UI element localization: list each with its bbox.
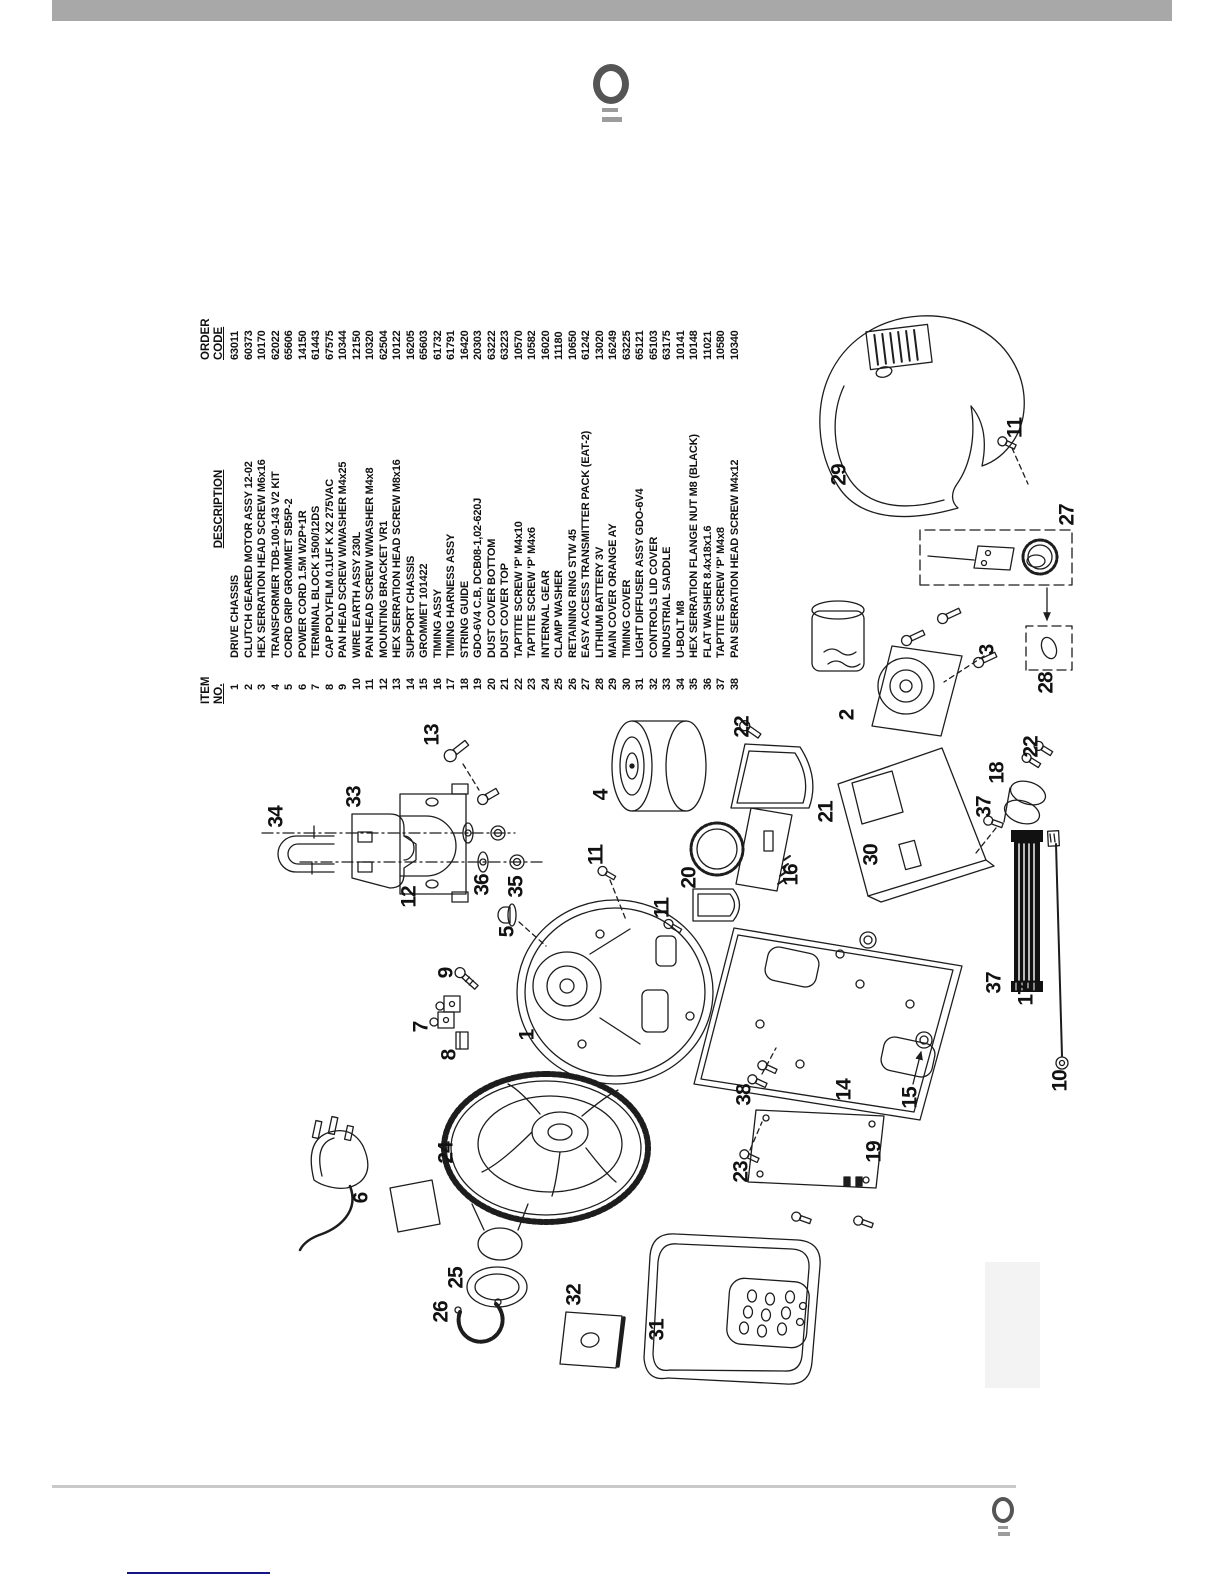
callout-number: 9	[434, 967, 458, 979]
part-order-code: 13020	[593, 330, 606, 360]
table-row	[580, 300, 594, 704]
part-order-code: 14150	[296, 330, 309, 360]
part-item-no: 25	[553, 678, 565, 690]
callout-number: 11	[650, 897, 674, 919]
part-description: STRING GUIDE	[458, 580, 471, 658]
table-row	[391, 300, 405, 704]
part-item-no: 6	[296, 684, 309, 690]
part-description: U-BOLT M8	[674, 600, 687, 658]
dust-cover-bottom-20	[693, 889, 740, 921]
part-order-code: 10570	[512, 330, 525, 360]
part-order-code: 10320	[364, 330, 376, 360]
screws-38-23	[738, 1048, 777, 1165]
part-order-code: 63175	[661, 330, 673, 360]
dust-cover-top-21	[731, 744, 813, 808]
callout-number: 31	[645, 1319, 669, 1341]
part-description: TERMINAL BLOCK 1500/12DS	[310, 505, 322, 658]
header-order-code: ORDER CODE	[200, 318, 225, 360]
callout-number: 22	[1019, 736, 1043, 758]
part-order-code: 16420	[458, 330, 471, 360]
part-item-no: 9	[337, 684, 349, 690]
part-order-code: 63223	[499, 330, 511, 360]
logo-dash-icon	[998, 1532, 1010, 1536]
part-item-no: 35	[688, 678, 700, 690]
part-item-no: 2	[242, 684, 255, 690]
part-item-no: 11	[364, 678, 376, 690]
table-row	[364, 300, 378, 704]
part-order-code: 60373	[242, 330, 255, 360]
control-board-19	[748, 1110, 884, 1230]
header-item-no: ITEM NO.	[200, 676, 225, 704]
cord-grip-grommet-5	[495, 904, 546, 946]
part-item-no: 32	[647, 678, 660, 690]
part-description: CLUTCH GEARED MOTOR ASSY 12-02	[242, 461, 255, 658]
callout-number: 37	[972, 796, 996, 818]
callout-number: 29	[827, 464, 851, 486]
callout-number: 25	[444, 1267, 468, 1289]
callout-number: 1	[515, 1029, 539, 1041]
drive-chassis-1	[517, 897, 713, 1084]
part-item-no: 3	[256, 684, 268, 690]
table-row	[702, 300, 716, 704]
table-row	[634, 300, 648, 704]
footer-brand-logo-icon	[992, 1497, 1018, 1541]
table-row	[661, 300, 675, 704]
table-row	[486, 300, 500, 704]
table-row	[283, 300, 297, 704]
part-order-code: 16205	[404, 330, 417, 360]
part-description: TAPTITE SCREW 'P' M4x10	[512, 521, 525, 658]
part-description: GDO-6V4 C.B, DCB08-1,02-620J	[472, 497, 484, 658]
part-item-no: 16	[431, 678, 444, 690]
parts-table-body	[229, 300, 742, 704]
part-item-no: 28	[593, 678, 606, 690]
table-row	[405, 300, 419, 704]
timing-cover-30	[838, 748, 994, 902]
callout-number: 14	[832, 1079, 856, 1101]
part-description: LIGHT DIFFUSER ASSY GDO-6V4	[634, 488, 646, 658]
table-row	[229, 300, 243, 704]
table-row	[432, 300, 446, 704]
callout-number: 5	[495, 926, 519, 938]
part-item-no: 17	[445, 678, 457, 690]
part-item-no: 26	[566, 678, 579, 690]
part-description: POWER CORD 1.5M W2P+1R	[296, 510, 309, 658]
lithium-battery-28	[1026, 626, 1072, 670]
part-order-code: 61732	[431, 330, 444, 360]
callout-number: 36	[470, 874, 494, 896]
callout-number: 6	[349, 1192, 373, 1204]
callout-number: 17	[1014, 984, 1038, 1006]
part-item-no: 38	[728, 678, 741, 690]
part-item-no: 4	[269, 684, 282, 690]
part-item-no: 31	[634, 678, 646, 690]
callout-number: 26	[429, 1301, 453, 1323]
part-description: TRANSFORMER TDB-100-143 V2 KIT	[269, 471, 282, 658]
part-description: MOUNTING BRACKET VR1	[377, 520, 390, 658]
callout-number: 28	[1034, 672, 1058, 694]
part-order-code: 62504	[377, 330, 390, 360]
terminal-block-7	[430, 996, 460, 1028]
part-description: PAN SERRATION HEAD SCREW M4x12	[728, 459, 741, 658]
table-row	[270, 300, 284, 704]
part-order-code: 67575	[323, 330, 336, 360]
part-item-no: 1	[229, 684, 241, 690]
earth-wire-10	[1048, 831, 1068, 1069]
callout-number: 23	[729, 1161, 753, 1183]
callout-number: 10	[1048, 1070, 1072, 1092]
mounting-bracket-12	[400, 784, 468, 902]
table-row	[459, 300, 473, 704]
callout-number: 35	[504, 876, 528, 898]
logo-ring-icon	[992, 1497, 1014, 1523]
power-cord-6	[300, 1117, 368, 1250]
part-description: CONTROLS LID COVER	[647, 536, 660, 658]
part-order-code: 11180	[553, 331, 565, 360]
washers-and-nuts-35-36	[463, 787, 524, 872]
part-order-code: 16249	[607, 330, 619, 360]
part-item-no: 14	[404, 678, 417, 690]
retaining-ring-26	[455, 1299, 503, 1342]
part-order-code: 10582	[526, 330, 538, 360]
part-description: LITHIUM BATTERY 3V	[593, 546, 606, 658]
part-order-code: 65603	[418, 330, 430, 360]
callout-number: 34	[264, 806, 288, 828]
part-order-code: 65103	[647, 330, 660, 360]
callout-number: 33	[342, 786, 366, 808]
part-order-code: 10340	[728, 330, 741, 360]
callout-number: 2	[835, 709, 859, 721]
callout-number: 15	[898, 1087, 922, 1109]
part-item-no: 7	[310, 684, 322, 690]
table-row	[445, 300, 459, 704]
parts-table	[200, 300, 742, 704]
part-item-no: 23	[526, 678, 538, 690]
callout-number: 8	[437, 1049, 461, 1061]
part-item-no: 27	[580, 678, 592, 690]
part-order-code: 10148	[688, 330, 700, 360]
callout-number: 27	[1055, 504, 1079, 526]
part-description: HEX SERRATION HEAD SCREW M8x16	[391, 459, 403, 658]
parts-table-header	[200, 300, 225, 704]
part-order-code: 12150	[350, 330, 363, 360]
part-description: HEX SERRATION FLANGE NUT M8 (BLACK)	[688, 434, 700, 658]
table-row	[297, 300, 311, 704]
table-row	[553, 300, 567, 704]
part-description: DRIVE CHASSIS	[229, 575, 241, 658]
part-item-no: 13	[391, 678, 403, 690]
part-item-no: 18	[458, 678, 471, 690]
part-description: CLAMP WASHER	[553, 570, 565, 658]
table-row	[594, 300, 608, 704]
part-item-no: 22	[512, 678, 525, 690]
callout-number: 16	[779, 864, 803, 886]
part-description: FLAT WASHER 8.4x18x1.6	[701, 525, 714, 658]
part-item-no: 24	[539, 678, 552, 690]
callout-number: 22	[730, 716, 754, 738]
part-order-code: 61791	[445, 330, 457, 360]
timing-harness-17	[1011, 830, 1043, 992]
part-item-no: 20	[485, 678, 498, 690]
callout-number: 24	[434, 1142, 458, 1164]
part-order-code: 11021	[701, 331, 714, 360]
part-item-no: 37	[715, 678, 727, 690]
part-description: DUST COVER TOP	[499, 563, 511, 658]
table-row	[256, 300, 270, 704]
table-row	[715, 300, 729, 704]
cap-polyfilm-8	[456, 1032, 468, 1049]
logo-dash-icon	[998, 1526, 1008, 1529]
part-description: PAN HEAD SCREW W/WASHER M4x8	[364, 467, 376, 658]
part-item-no: 30	[620, 678, 633, 690]
part-order-code: 63011	[229, 331, 241, 360]
part-description: MAIN COVER ORANGE AY	[607, 523, 619, 658]
table-row	[324, 300, 338, 704]
part-description: CAP POLYFILM 0.1UF K X2 275VAC	[323, 478, 336, 658]
part-description: INDUSTRIAL SADDLE	[661, 546, 673, 658]
part-order-code: 65606	[283, 330, 295, 360]
callout-number: 21	[814, 801, 838, 823]
table-row	[513, 300, 527, 704]
part-description: HEX SERRATION HEAD SCREW M6x16	[256, 459, 268, 658]
callout-number: 37	[982, 972, 1006, 994]
part-description: INTERNAL GEAR	[539, 570, 552, 658]
part-order-code: 10650	[566, 330, 579, 360]
table-row	[540, 300, 554, 704]
table-row	[648, 300, 662, 704]
table-row	[337, 300, 351, 704]
callout-number: 38	[732, 1084, 756, 1106]
footer-link-underline[interactable]	[127, 1572, 270, 1574]
part-item-no: 8	[323, 684, 336, 690]
part-description: EASY ACCESS TRANSMITTER PACK (EAT-2)	[580, 430, 592, 658]
part-description: TIMING ASSY	[431, 589, 444, 658]
table-row	[243, 300, 257, 704]
part-description: DUST COVER BOTTOM	[485, 538, 498, 658]
light-diffuser-31	[644, 1234, 820, 1384]
callout-number: 3	[975, 644, 999, 656]
callout-number: 20	[677, 867, 701, 889]
table-row	[310, 300, 324, 704]
bolt-13	[442, 738, 479, 790]
internal-gear-24	[390, 1074, 648, 1260]
table-row	[675, 300, 689, 704]
callout-number: 11	[584, 844, 608, 866]
part-description: SUPPORT CHASSIS	[404, 555, 417, 658]
part-order-code: 10122	[391, 330, 403, 360]
part-description: CORD GRIP GROMMET SB5P-2	[283, 498, 295, 658]
part-item-no: 12	[377, 678, 390, 690]
main-cover-29	[820, 316, 1028, 517]
part-description: RETAINING RING STW 45	[566, 529, 579, 658]
part-order-code: 16020	[539, 330, 552, 360]
table-row	[472, 300, 486, 704]
transformer-4	[612, 721, 706, 811]
part-description: PAN HEAD SCREW W/WASHER M4x25	[337, 461, 349, 658]
part-order-code: 63222	[485, 330, 498, 360]
table-row	[351, 300, 365, 704]
string-guide-18	[1001, 777, 1048, 828]
footer-rule	[52, 1485, 1016, 1488]
part-description: WIRE EARTH ASSY 230L	[350, 531, 363, 658]
callout-number: 13	[420, 724, 444, 746]
callout-number: 30	[859, 844, 883, 866]
part-description: TAPTITE SCREW 'P' M4x6	[526, 527, 538, 658]
part-order-code: 10141	[674, 330, 687, 360]
part-order-code: 10580	[715, 330, 727, 360]
controls-lid-32	[560, 1312, 624, 1368]
part-description: TIMING HARNESS ASSY	[445, 533, 457, 658]
part-order-code: 63225	[620, 330, 633, 360]
part-order-code: 62022	[269, 330, 282, 360]
part-order-code: 10170	[256, 330, 268, 360]
table-row	[418, 300, 432, 704]
header-description: DESCRIPTION	[212, 469, 225, 549]
callout-number: 11	[1003, 417, 1027, 439]
table-row	[526, 300, 540, 704]
part-order-code: 61443	[310, 330, 322, 360]
callout-number: 12	[397, 886, 421, 908]
table-row	[499, 300, 513, 704]
part-item-no: 10	[350, 678, 363, 690]
callout-number: 4	[589, 789, 613, 801]
part-order-code: 20303	[472, 330, 484, 360]
part-order-code: 10344	[337, 330, 349, 360]
part-item-no: 33	[661, 678, 673, 690]
table-row	[607, 300, 621, 704]
part-description: TAPTITE SCREW 'P' M4x8	[715, 527, 727, 658]
timing-assy-16	[691, 808, 792, 891]
part-item-no: 21	[499, 678, 511, 690]
mounting-axis-lines	[262, 833, 545, 862]
table-row	[621, 300, 635, 704]
callout-number: 19	[862, 1141, 886, 1163]
part-order-code: 65121	[634, 330, 646, 360]
part-item-no: 5	[283, 684, 295, 690]
part-order-code: 61242	[580, 330, 592, 360]
part-item-no: 15	[418, 678, 430, 690]
table-row	[729, 300, 743, 704]
part-item-no: 19	[472, 678, 484, 690]
part-item-no: 36	[701, 678, 714, 690]
part-item-no: 34	[674, 678, 687, 690]
callout-number: 32	[562, 1284, 586, 1306]
callout-number: 7	[409, 1021, 433, 1033]
table-row	[688, 300, 702, 704]
industrial-saddle-33	[352, 814, 416, 888]
table-row	[378, 300, 392, 704]
part-item-no: 29	[607, 678, 619, 690]
callout-number: 18	[985, 762, 1009, 784]
clamp-washer-25	[467, 1267, 527, 1307]
table-row	[567, 300, 581, 704]
transmitter-pack-27	[920, 530, 1072, 585]
part-description: GROMMET 101422	[418, 563, 430, 658]
part-description: TIMING COVER	[620, 579, 633, 658]
